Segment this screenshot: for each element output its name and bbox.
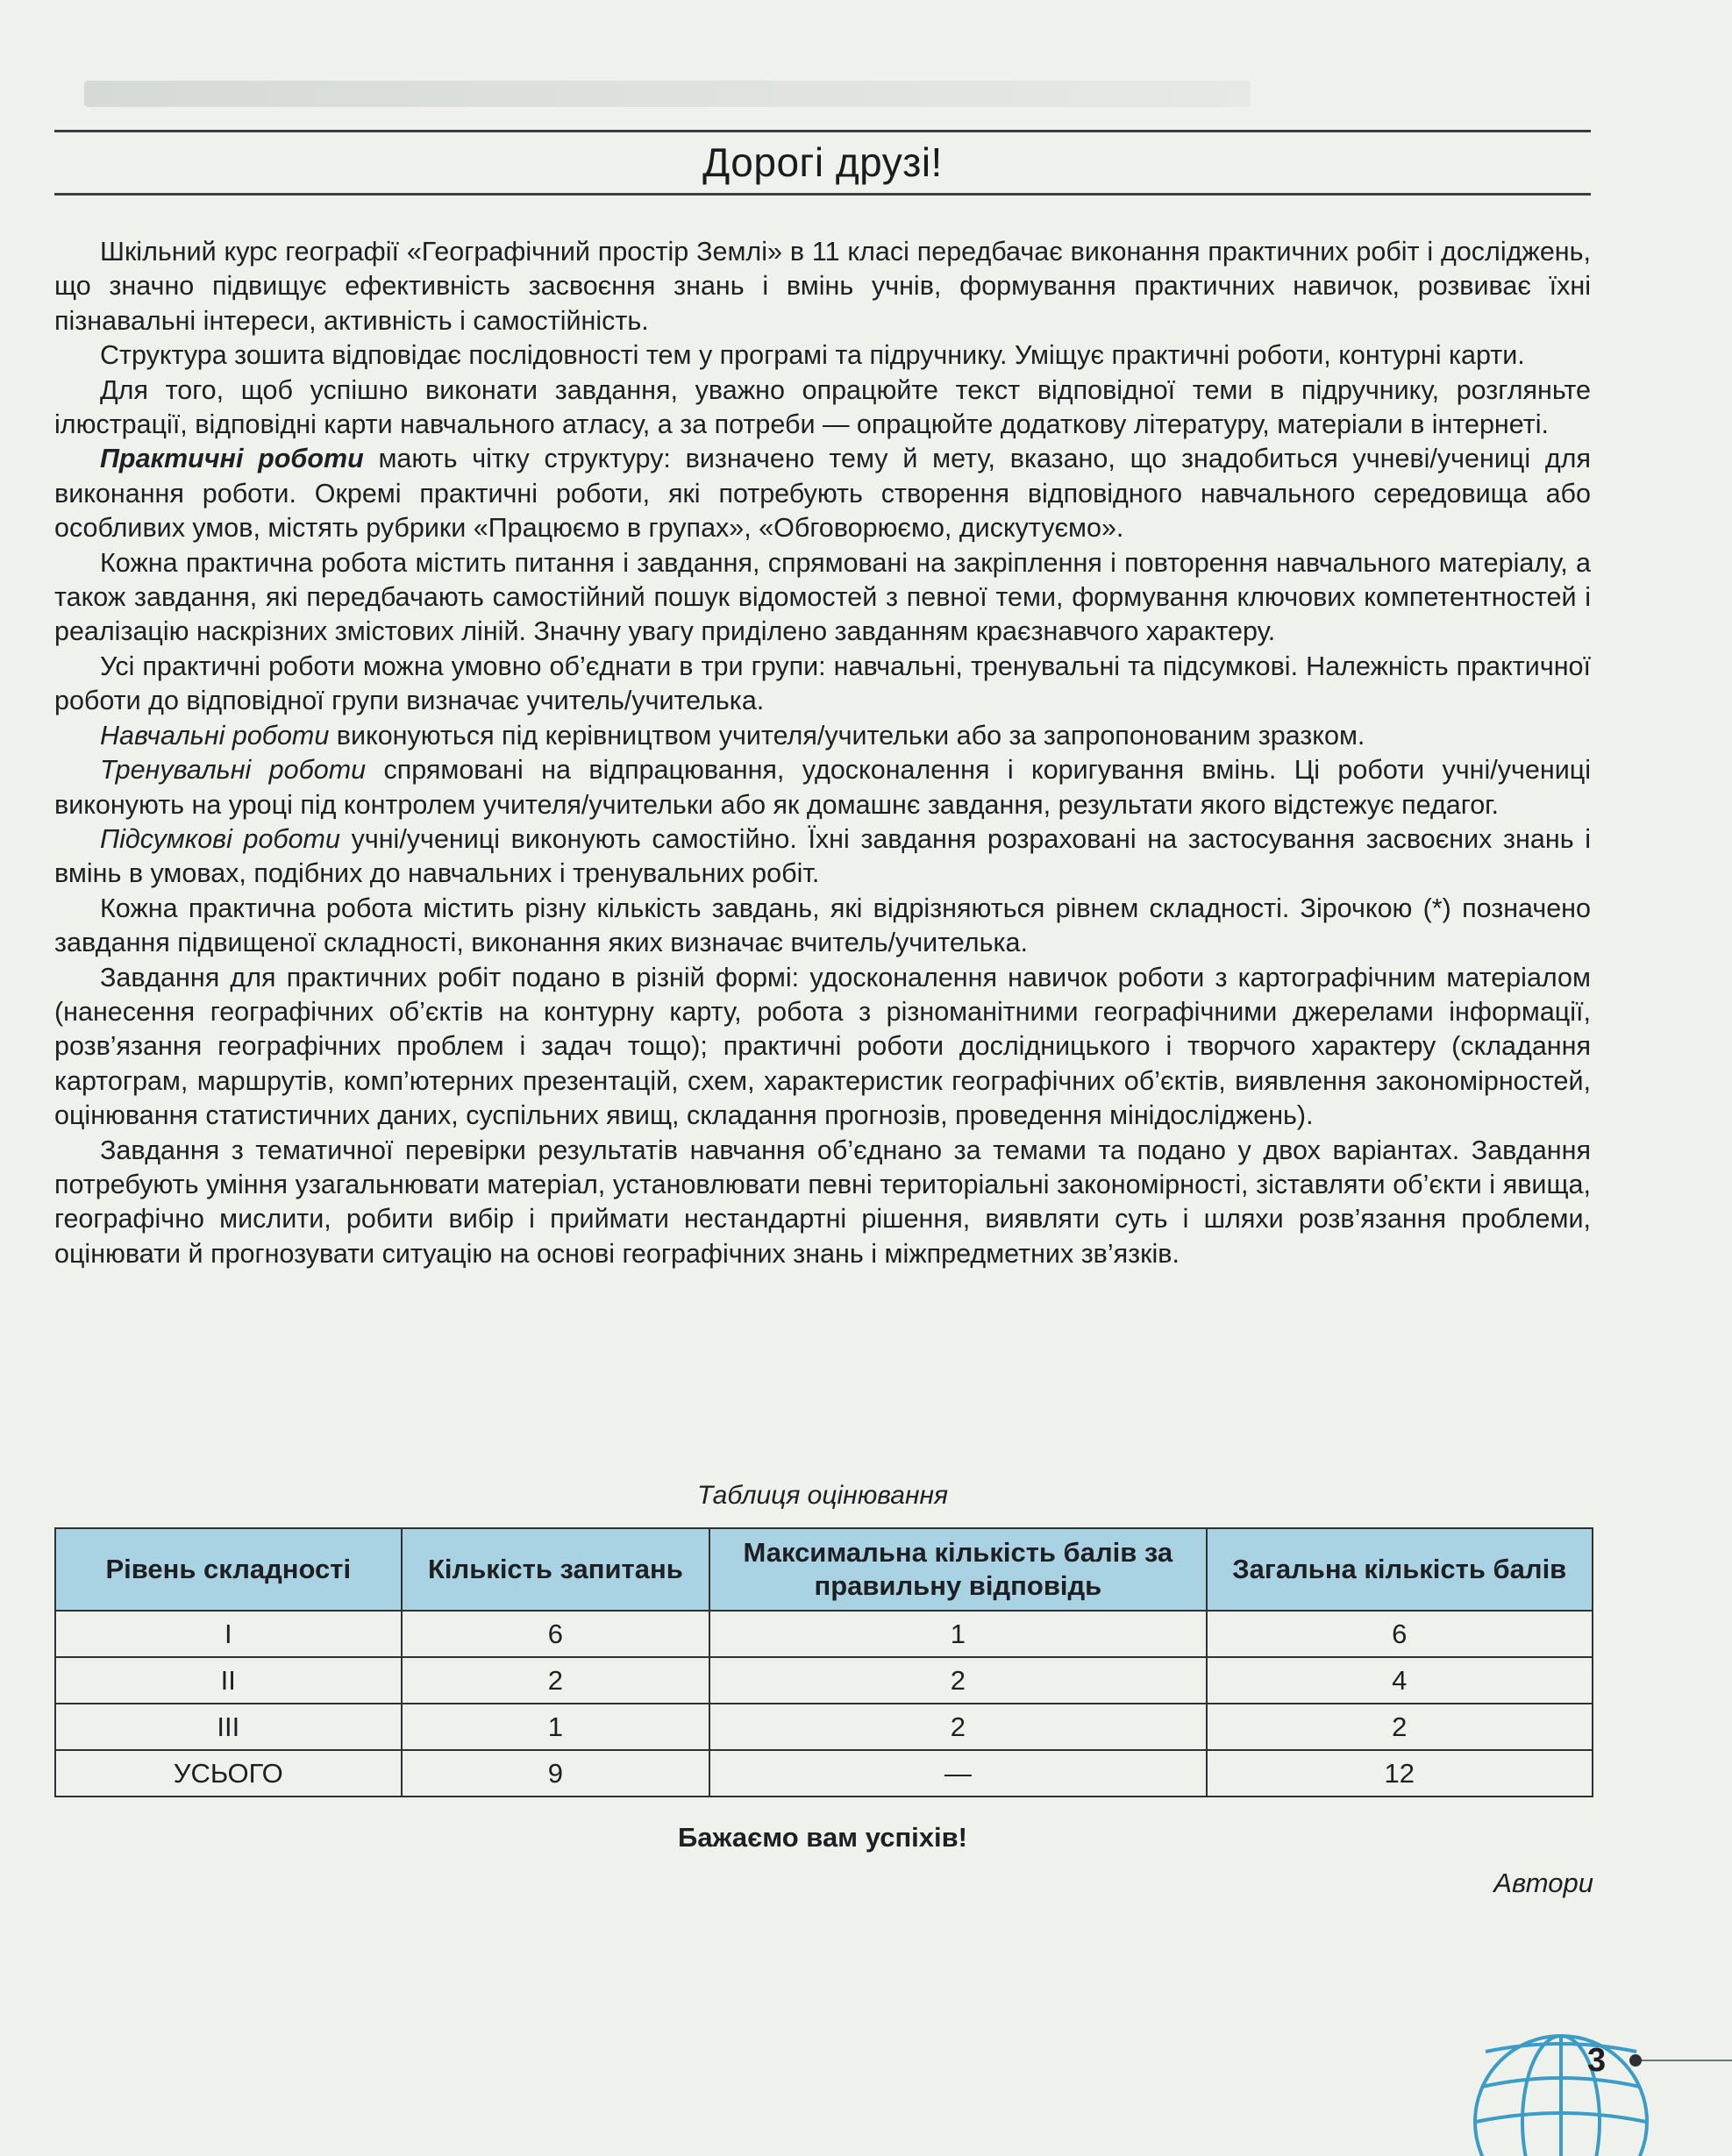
bleed-through-line [84,81,1251,107]
paragraph: Структура зошита відповідає послідовності тем у програмі та підручнику. Уміщує практичні роботи, контурні карти. [100,340,1525,371]
page-number-line [1638,2060,1732,2061]
title-rule-bottom [54,193,1591,196]
table-cell: 4 [1207,1657,1593,1704]
table-cell: 12 [1207,1750,1593,1797]
table-row [55,1657,1593,1704]
authors-signature: Автори [1493,1868,1593,1898]
globe-icon [1473,2017,1649,2156]
header-max-points: Максимальна кількість балів за правильну відповідь [709,1528,1206,1611]
paragraph: Практичні роботи мають чітку структуру: визначено тему й мету, вказано, що знадобиться учневі/учениці для виконання роботи. Окремі практичні роботи, які потребують створення відповідного навчального середовища або особливих умов, містять рубрики «Працюємо в групах», «Обговорюємо, дискутуємо». [54,444,1591,544]
table-cell: III [55,1704,402,1750]
grading-table [54,1527,1593,1797]
paragraph: Тренувальні роботи спрямовані на відпрацювання, удосконалення і коригування вмінь. Ці роботи учні/учениці виконують на уроці під контролем учителя/учительки або як домашнє завдання, результати якого відстежує педагог. [54,755,1591,820]
table-cell: 6 [1207,1611,1593,1657]
table-row-total [55,1750,1593,1797]
table-cell: 1 [709,1611,1206,1657]
table-cell: 2 [709,1704,1206,1750]
paragraph: Кожна практична робота містить питання і завдання, спрямовані на закріплення і повторення навчального матеріалу, а також завдання, які передбачають самостійний пошук відомостей з певної теми, формування ключових компетентностей і реалізацію наскрізних змістових ліній. Значну увагу приділено завданням краєзнавчого характеру. [54,547,1591,647]
paragraph: Навчальні роботи виконуються під керівництвом учителя/учительки або за запропонованим зразком. [100,720,1365,751]
term-final-works: Підсумкові роботи [100,823,340,854]
table-row [55,1704,1593,1750]
page-number-dot [1629,2054,1642,2067]
page-number: 3 [1587,2042,1607,2079]
header-difficulty-level: Рівень складності [55,1528,402,1611]
header-total-points: Загальна кількість балів [1207,1528,1593,1611]
table-cell: II [55,1657,402,1704]
paragraph: Усі практичні роботи можна умовно об’єднати в три групи: навчальні, тренувальні та підсумкові. Належність практичної роботи до відповідної групи визначає учитель/учителька. [54,651,1591,716]
table-cell: УСЬОГО [55,1750,402,1797]
header-question-count: Кількість запитань [402,1528,710,1611]
table-cell: 2 [402,1657,710,1704]
table-caption: Таблиця оцінювання [697,1481,948,1510]
closing-wish: Бажаємо вам успіхів! [677,1822,968,1853]
table-cell: 2 [709,1657,1206,1704]
paragraph: Завдання для практичних робіт подано в різній формі: удосконалення навичок роботи з картографічним матеріалом (нанесення географічних об’єктів на контурну карту, робота з різноманітними географічними джерелами інформації, розв’язання географічних проблем і задач тощо); практичні роботи дослідницького і творчого характеру (складання картограм, маршрутів, комп’ютерних презентацій, схем, характеристик географічних об’єктів, виявлення закономірностей, оцінювання статистичних даних, суспільних явищ, складання прогнозів, проведення мінідосліджень). [54,962,1591,1131]
term-educational-works: Навчальні роботи [100,720,330,751]
paragraph: Для того, щоб успішно виконати завдання, уважно опрацюйте текст відповідної теми в підручнику, розгляньте ілюстрації, відповідні карти навчального атласу, а за потреби — опрацюйте додаткову літературу, матеріали в інтернеті. [54,374,1591,440]
table-header-row [55,1528,1593,1611]
paragraph: Шкільний курс географії «Географічний простір Землі» в 11 класі передбачає виконання практичних робіт і досліджень, що значно підвищує ефективність засвоєння знань і вмінь учнів, формування практичних навичок, розвиває їхні пізнавальні інтереси, активність і самостійність. [54,237,1591,336]
table-cell: 6 [402,1611,710,1657]
table-cell: 1 [402,1704,710,1750]
table-row [55,1611,1593,1657]
paragraph: Кожна практична робота містить різну кількість завдань, які відрізняються рівнем складності. Зірочкою (*) позначено завдання підвищеної складності, виконання яких визначає вчитель/учителька. [54,893,1591,958]
table-cell: I [55,1611,402,1657]
title-rule-top [54,130,1591,132]
paragraph: Завдання з тематичної перевірки результатів навчання об’єднано за темами та подано у двох варіантах. Завдання потребують уміння узагальнювати матеріал, установлювати певні територіальні закономірності, зіставляти об’єкти і явища, географічно мислити, робити вибір і приймати нестандартні рішення, виявляти суть і шляхи розв’язання проблеми, оцінювати й прогнозувати ситуацію на основі географічних знань і міжпредметних зв’язків. [54,1135,1591,1269]
paragraph: Підсумкові роботи учні/учениці виконують самостійно. Їхні завдання розраховані на застосування засвоєних знань і вмінь в умовах, подібних до навчальних і тренувальних робіт. [54,823,1591,889]
table-cell: — [709,1750,1206,1797]
term-training-works: Тренувальні роботи [100,755,367,786]
table-cell: 2 [1207,1704,1593,1750]
intro-text [54,235,1591,1271]
page-title: Дорогі друзі! [702,139,943,185]
table-cell: 9 [402,1750,710,1797]
term-practical-works: Практичні роботи [100,444,364,474]
